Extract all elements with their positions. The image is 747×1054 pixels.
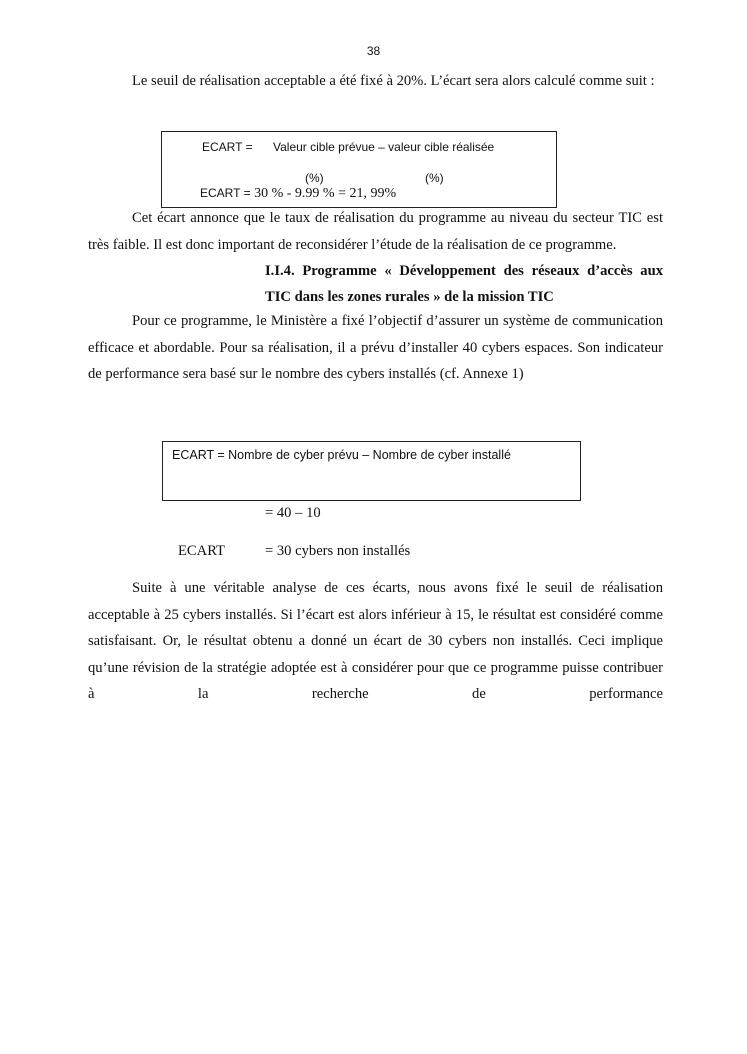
result-value: 30 % - 9.99 % = 21, 99%	[250, 186, 397, 201]
section-heading: I.I.4. Programme « Développement des réseaux d’accès aux TIC dans les zones rurales » de la mission TIC	[265, 263, 663, 305]
calc-line-1: = 40 – 10	[265, 505, 321, 521]
formula-box-ecart-cyber	[162, 441, 581, 501]
cyber-formula: ECART = Nombre de cyber prévu – Nombre de cyber installé	[172, 448, 511, 462]
paragraph-program: Pour ce programme, le Ministère a fixé l’objectif d’assurer un système de communication efficace et abordable. Pour sa réalisation, il a prévu d’installer 40 cybers espaces. Son indicateur de performance sera basé sur le nombre des cybers installés (cf. Annexe 1)	[88, 313, 663, 382]
calc-ecart-label: ECART	[178, 543, 225, 559]
paragraph-threshold: Le seuil de réalisation acceptable a été fixé à 20%. L’écart sera alors calculé comme suit :	[132, 73, 655, 89]
calc-line-2: = 30 cybers non installés	[265, 543, 411, 559]
ecart-label: ECART =	[202, 140, 253, 154]
result-label: ECART =	[200, 186, 251, 200]
paragraph-interpretation: Cet écart annonce que le taux de réalisation du programme au niveau du secteur TIC est très faible. Il est donc important de reconsidérer l’étude de la réalisation de ce programme.	[88, 210, 663, 253]
unit-planned: (%)	[305, 171, 324, 185]
formula-box-ecart-percent	[161, 131, 557, 208]
paragraph-analysis: Suite à une véritable analyse de ces écarts, nous avons fixé le seuil de réalisation acceptable à 25 cybers installés. Si l’écart est alors inférieur à 15, le résultat est considéré comme satisfaisant. Or, le résultat obtenu a donné un écart de 30 cybers non installés. Ceci implique qu’une révision de la stratégie adoptée est à considérer pour que ce programme puisse contribuer à la recherche de performance	[88, 580, 663, 702]
page-number: 38	[366, 44, 381, 58]
ecart-result	[200, 186, 396, 202]
formula-text: Valeur cible prévue – valeur cible réalisée	[273, 140, 495, 154]
unit-achieved: (%)	[425, 171, 444, 185]
